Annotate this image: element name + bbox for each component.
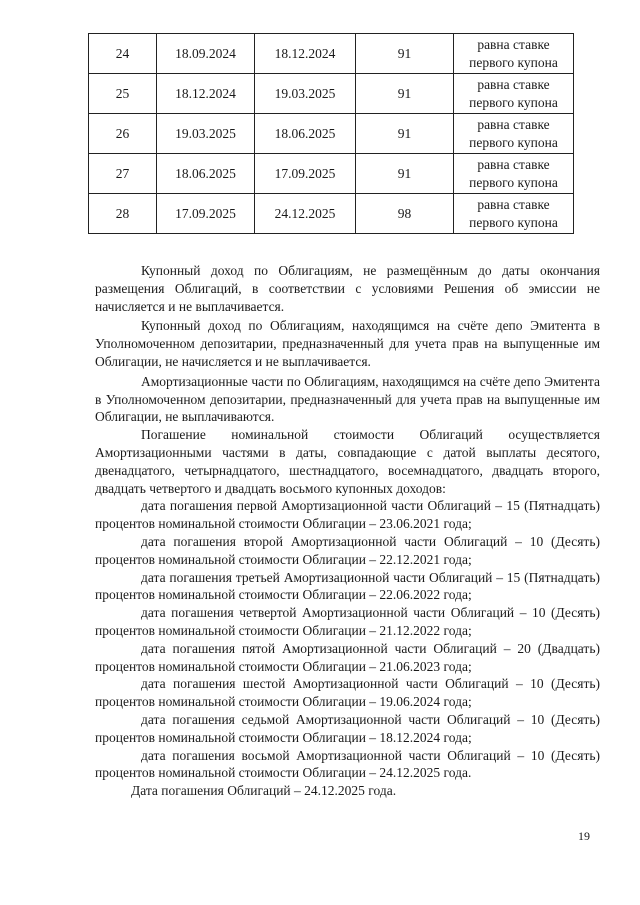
amortization-item-7: дата погашения седьмой Амортизационной части Облигаций – 10 (Десять) процентов номинальной стоимости Облигации – 18.12.2024 года;: [95, 711, 600, 745]
amortization-item-4: дата погашения четвертой Амортизационной части Облигаций – 10 (Десять) процентов номинальной стоимости Облигации – 21.12.2022 года;: [95, 605, 600, 638]
page-number: 19: [578, 829, 590, 843]
period-days-cell: 98: [356, 194, 454, 234]
end-date-cell: 18.06.2025: [255, 114, 356, 154]
coupon-rate-cell: [454, 114, 574, 154]
coupon-rate-cell: [454, 154, 574, 194]
coupon-rate-text: равна ставке: [477, 156, 550, 172]
paragraph-redemption: Погашение номинальной стоимости Облигаций осуществляется Амортизационными частями в даты, совпадающие с датой выплаты десятого, двенадцатого, четырнадцатого, шестнадцатого, восемнадцатого, двадцать второго, двадцать четвертого и двадцать восьмого купонных доходов:: [95, 427, 600, 496]
period-days-cell: 91: [356, 34, 454, 74]
coupon-number-cell: 28: [89, 194, 157, 234]
coupon-rate-text: первого купона: [469, 54, 558, 70]
start-date-cell: 19.03.2025: [157, 114, 255, 154]
coupon-rate-text: первого купона: [469, 134, 558, 150]
period-days-cell: 91: [356, 114, 454, 154]
start-date-cell: 17.09.2025: [157, 194, 255, 234]
coupon-rate-cell: [454, 74, 574, 114]
table-row: [89, 154, 574, 194]
end-date-cell: 18.12.2024: [255, 34, 356, 74]
period-days-cell: 91: [356, 74, 454, 114]
start-date-cell: 18.06.2025: [157, 154, 255, 194]
coupon-rate-text: первого купона: [469, 214, 558, 230]
coupon-rate-text: первого купона: [469, 174, 558, 190]
document-body: [95, 262, 600, 800]
coupon-number-cell: 27: [89, 154, 157, 194]
end-date-cell: 19.03.2025: [255, 74, 356, 114]
amortization-item-8: дата погашения восьмой Амортизационной части Облигаций – 10 (Десять) процентов номинальной стоимости Облигации – 24.12.2025 года.: [95, 747, 600, 781]
coupon-rate-text: равна ставке: [477, 196, 550, 212]
coupon-rate-text: равна ставке: [477, 76, 550, 92]
coupon-rate-text: равна ставке: [477, 36, 550, 52]
coupon-table-body: [89, 34, 574, 234]
start-date-cell: 18.12.2024: [157, 74, 255, 114]
table-row: [89, 194, 574, 234]
coupon-number-cell: 24: [89, 34, 157, 74]
end-date-cell: 17.09.2025: [255, 154, 356, 194]
coupon-schedule-table: [88, 33, 574, 234]
paragraph-issuer-coupon: Купонный доход по Облигациям, находящимся на счёте депо Эмитента в Уполномоченном депозитарии, предназначенный для учета прав на выпущенные им Облигации, не начисляется и не выплачивается.: [95, 318, 600, 369]
final-redemption-date: Дата погашения Облигаций – 24.12.2025 года.: [131, 783, 397, 799]
amortization-item-5: дата погашения пятой Амортизационной части Облигаций – 20 (Двадцать) процентов номинальной стоимости Облигации – 21.06.2023 года;: [95, 640, 600, 674]
coupon-rate-cell: [454, 194, 574, 234]
period-days-cell: 91: [356, 154, 454, 194]
amortization-item-1: дата погашения первой Амортизационной части Облигаций – 15 (Пятнадцать) процентов номинальной стоимости Облигации – 23.06.2021 года;: [95, 498, 600, 532]
table-row: [89, 74, 574, 114]
amortization-item-3: дата погашения третьей Амортизационной части Облигаций – 15 (Пятнадцать) процентов номинальной стоимости Облигации – 22.06.2022 года;: [95, 569, 600, 603]
coupon-number-cell: 25: [89, 74, 157, 114]
paragraph-unplaced-bonds: Купонный доход по Облигациям, не размещённым до даты окончания размещения Облигаций, в соответствии с условиями Решения об эмиссии не начисляется и не выплачивается.: [95, 263, 600, 314]
coupon-rate-cell: [454, 34, 574, 74]
amortization-item-6: дата погашения шестой Амортизационной части Облигаций – 10 (Десять) процентов номинальной стоимости Облигации – 19.06.2024 года;: [95, 676, 600, 710]
table-row: [89, 114, 574, 154]
amortization-item-2: дата погашения второй Амортизационной части Облигаций – 10 (Десять) процентов номинальной стоимости Облигации – 22.12.2021 года;: [95, 533, 600, 567]
paragraph-issuer-amortization: Амортизационные части по Облигациям, находящимся на счёте депо Эмитента в Уполномоченном депозитарии, предназначенный для учета прав на выпущенные им Облигации, не выплачиваются.: [95, 373, 600, 425]
start-date-cell: 18.09.2024: [157, 34, 255, 74]
table-row: [89, 34, 574, 74]
coupon-number-cell: 26: [89, 114, 157, 154]
end-date-cell: 24.12.2025: [255, 194, 356, 234]
coupon-rate-text: первого купона: [469, 94, 558, 110]
coupon-rate-text: равна ставке: [477, 116, 550, 132]
